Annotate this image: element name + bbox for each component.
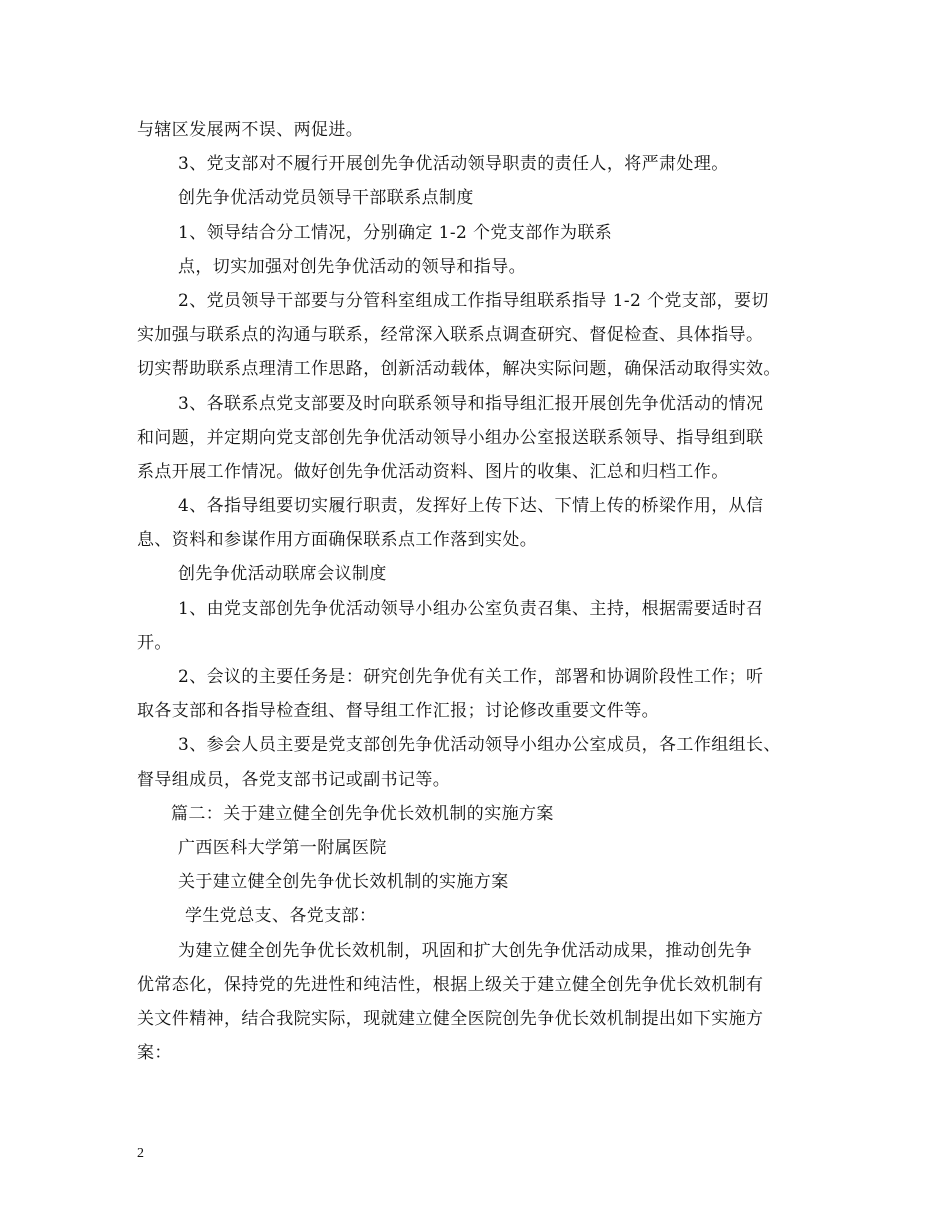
text-line: 3、各联系点党支部要及时向联系领导和指导组汇报开展创先争优活动的情况 bbox=[178, 393, 764, 414]
document-title: 关于建立健全创先争优长效机制的实施方案 bbox=[178, 872, 509, 893]
text-line: 4、各指导组要切实履行职责，发挥好上传下达、下情上传的桥梁作用，从信 bbox=[178, 496, 764, 517]
text-line: 2、党员领导干部要与分管科室组成工作指导组联系指导 1-2 个党支部，要切 bbox=[178, 290, 769, 311]
text-line: 和问题，并定期向党支部创先争优活动领导小组办公室报送联系领导、指导组到联 bbox=[137, 427, 764, 448]
text-line: 3、参会人员主要是党支部创先争优活动领导小组办公室成员，各工作组组长、 bbox=[178, 735, 781, 756]
text-line: 关文件精神，结合我院实际，现就建立健全医院创先争优长效机制提出如下实施方 bbox=[137, 1008, 764, 1029]
text-line: 为建立健全创先争优长效机制，巩固和扩大创先争优活动成果，推动创先争 bbox=[178, 940, 753, 961]
text-line: 2、会议的主要任务是：研究创先争优有关工作，部署和协调阶段性工作；听 bbox=[178, 667, 764, 687]
section-heading: 创先争优活动联席会议制度 bbox=[178, 564, 387, 585]
text-line: 开。 bbox=[137, 632, 172, 653]
text-line: 1、由党支部创先争优活动领导小组办公室负责召集、主持，根据需要适时召 bbox=[178, 598, 764, 619]
section-heading: 篇二：关于建立健全创先争优长效机制的实施方案 bbox=[171, 803, 554, 824]
page-number: 2 bbox=[137, 1146, 144, 1161]
text-line: 实加强与联系点的沟通与联系，经常深入联系点调查研究、督促检查、具体指导。 bbox=[137, 325, 764, 346]
organization-name: 广西医科大学第一附属医院 bbox=[178, 837, 387, 858]
text-line: 3、党支部对不履行开展创先争优活动领导职责的责任人，将严肃处理。 bbox=[178, 154, 729, 175]
text-line: 切实帮助联系点理清工作思路，创新活动载体，解决实际问题，确保活动取得实效。 bbox=[137, 359, 781, 380]
text-line: 息、资料和参谋作用方面确保联系点工作落到实处。 bbox=[137, 530, 538, 551]
salutation: 学生党总支、各党支部： bbox=[185, 906, 377, 927]
document-body bbox=[137, 113, 827, 1070]
text-line: 取各支部和各指导检查组、督导组工作汇报；讨论修改重要文件等。 bbox=[137, 701, 659, 722]
text-line: 优常态化，保持党的先进性和纯洁性，根据上级关于建立健全创先争优长效机制有 bbox=[137, 974, 764, 995]
text-line: 督导组成员，各党支部书记或副书记等。 bbox=[137, 769, 451, 790]
section-heading: 创先争优活动党员领导干部联系点制度 bbox=[178, 188, 474, 209]
text-line: 系点开展工作情况。做好创先争优活动资料、图片的收集、汇总和归档工作。 bbox=[137, 461, 729, 482]
text-line: 点，切实加强对创先争优活动的领导和指导。 bbox=[178, 256, 526, 277]
text-line: 与辖区发展两不误、两促进。 bbox=[137, 120, 364, 140]
text-line: 1、领导结合分工情况，分别确定 1-2 个党支部作为联系 bbox=[178, 222, 613, 243]
text-line: 案： bbox=[137, 1043, 172, 1064]
